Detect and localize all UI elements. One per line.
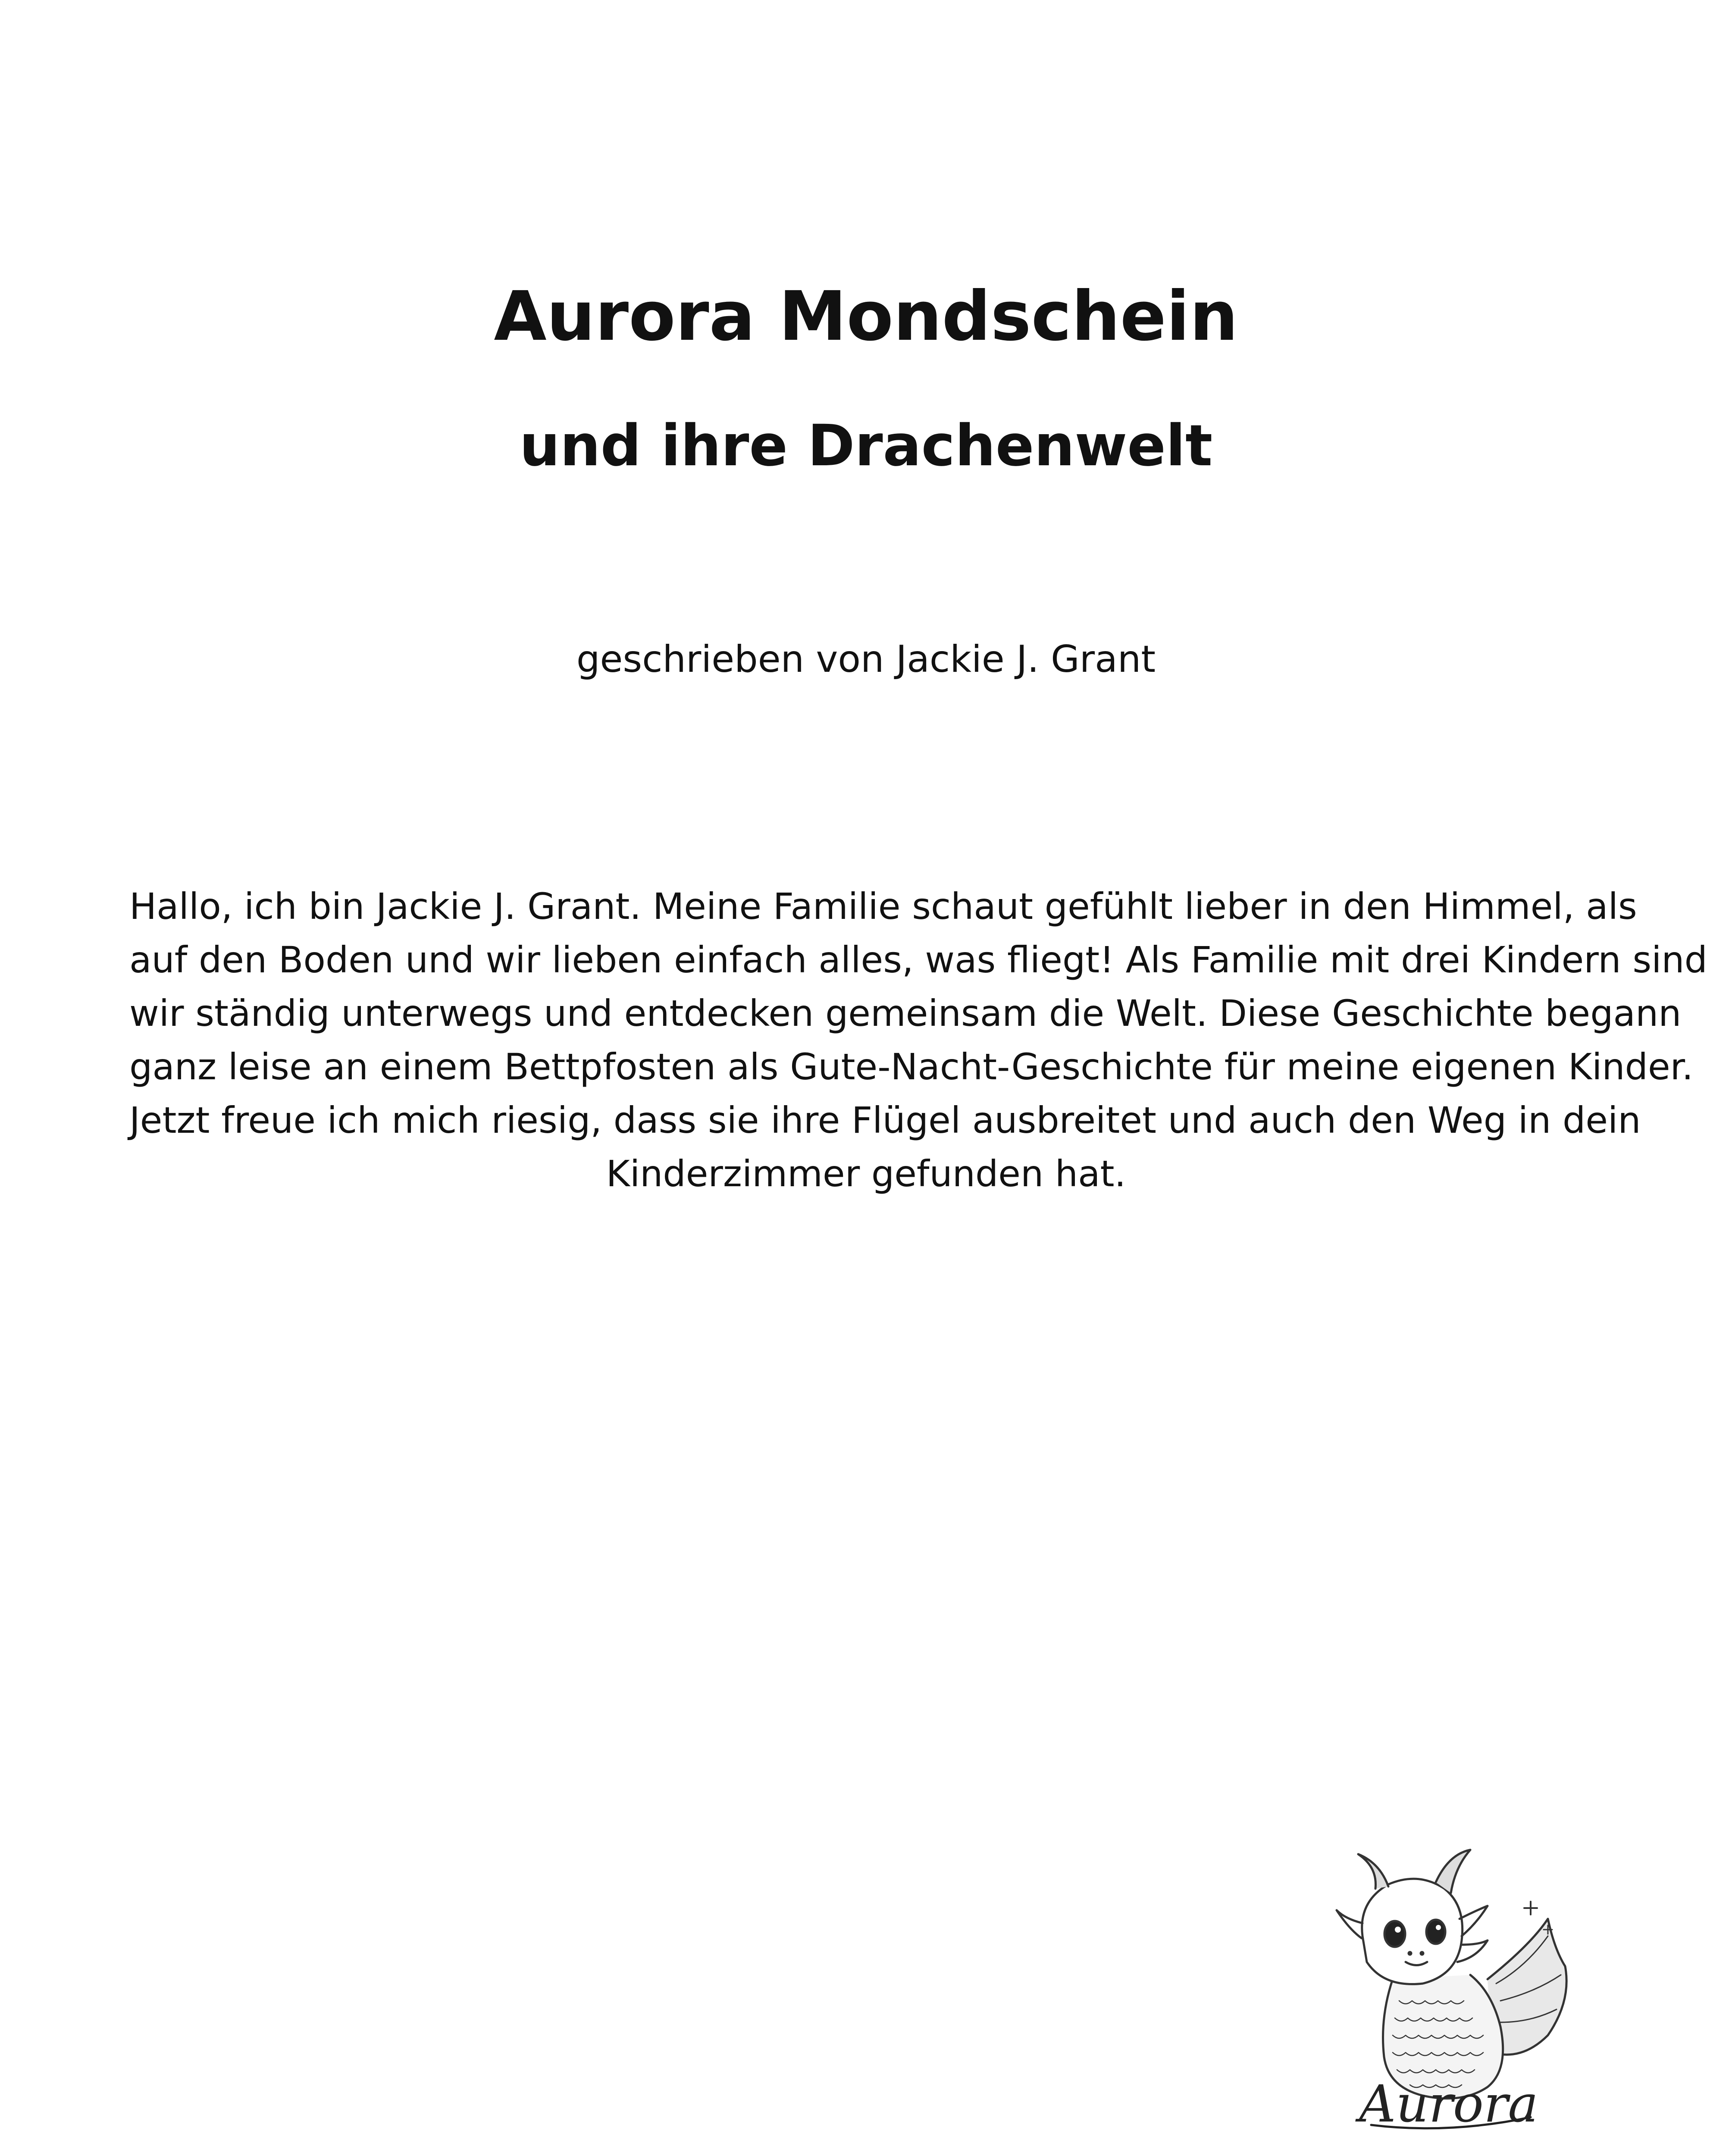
intro-line: Hallo, ich bin Jackie J. Grant. Meine Familie schaut gefühlt lieber in den Himmel, als — [129, 885, 1637, 928]
intro-line: ganz leise an einem Bettpfosten als Gute-Nacht-Geschichte für meine eigenen Kinder. — [129, 1046, 1694, 1088]
author-introduction — [129, 880, 1707, 1200]
intro-line: wir ständig unterwegs und entdecken gemeinsam die Welt. Diese Geschichte begann — [129, 992, 1682, 1034]
dragon-icon — [1306, 1837, 1582, 2130]
page-title: Aurora Mondschein — [494, 277, 1238, 356]
logo-wordmark: Aurora — [1359, 2074, 1538, 2130]
intro-line: Jetzt freue ich mich riesig, dass sie ihre Flügel ausbreitet und auch den Weg in dein — [129, 1099, 1641, 1141]
intro-line: Kinderzimmer gefunden hat. — [606, 1153, 1126, 1195]
page-subtitle: und ihre Drachenwelt — [519, 413, 1213, 479]
author-byline: geschrieben von Jackie J. Grant — [576, 638, 1156, 681]
intro-line: auf den Boden und wir lieben einfach alles, was fliegt! Als Familie mit drei Kindern sind — [129, 939, 1707, 981]
